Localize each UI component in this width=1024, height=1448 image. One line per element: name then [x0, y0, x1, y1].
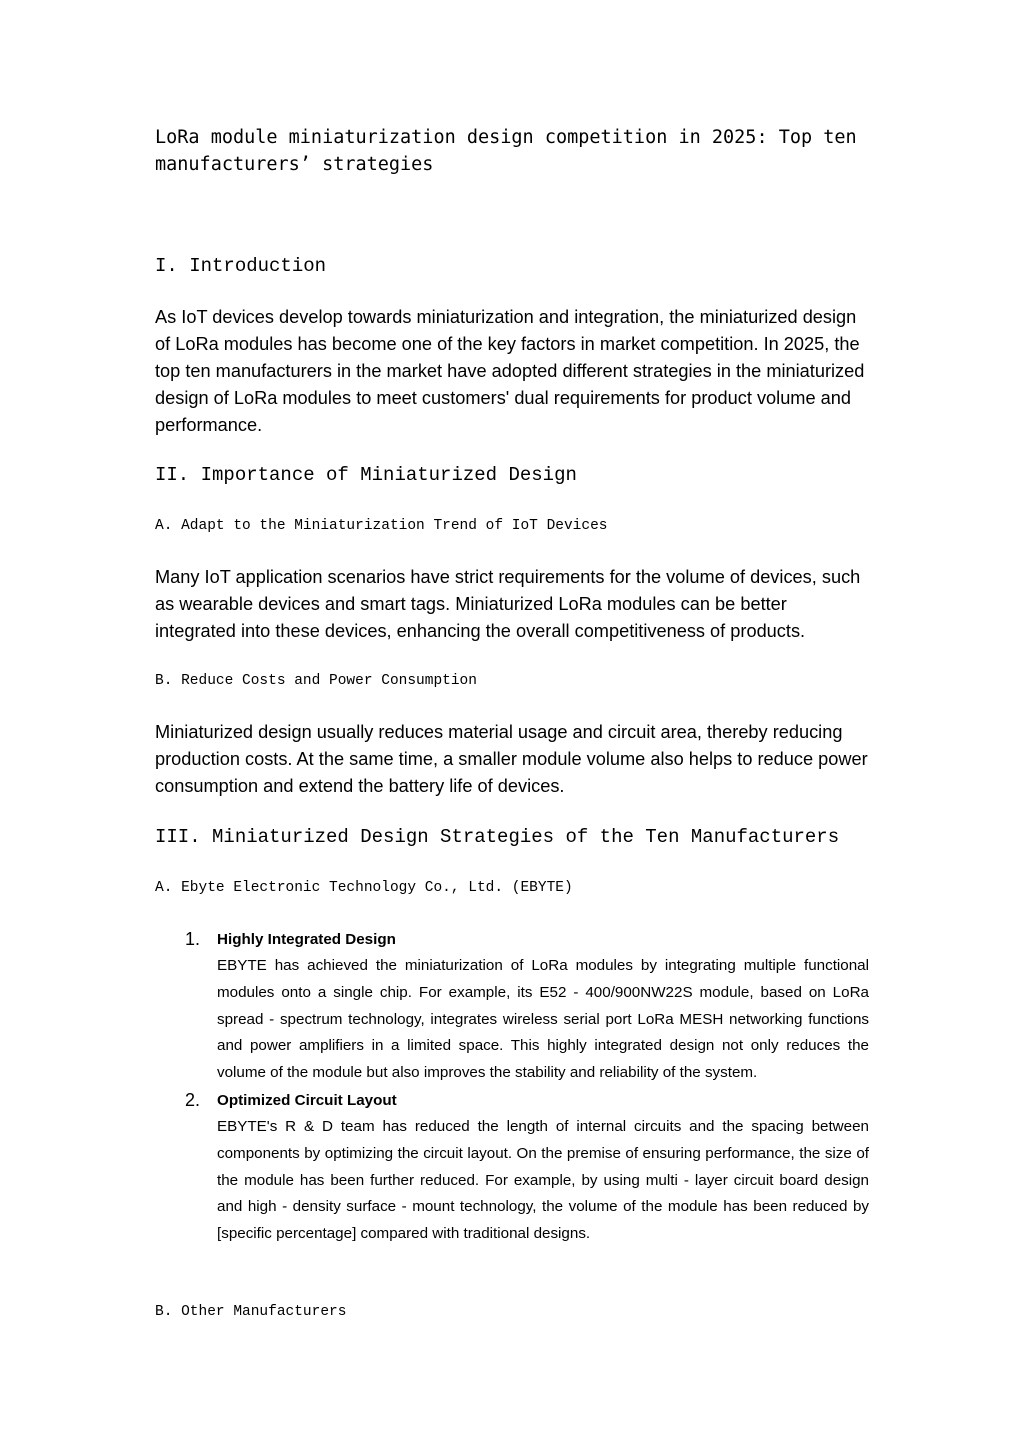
- list-item-title: Highly Integrated Design: [217, 931, 396, 948]
- list-item: [155, 926, 869, 1087]
- list-item: [155, 1087, 869, 1248]
- subsection-heading-adapt-trend: A. Adapt to the Miniaturization Trend of IoT Devices: [155, 518, 608, 534]
- list-item-number: 1.: [185, 929, 201, 949]
- list-item-body: EBYTE's R & D team has reduced the length of internal circuits and the spacing between components by optimizing the circuit layout. On the premise of ensuring performance, the size of the module has been further reduced. For example, by using multi - layer circuit board design and high - density surface - mount technology, the volume of the module has been reduced by [specific percentage] compared with traditional designs.: [217, 1117, 869, 1243]
- document-title: LoRa module miniaturization design competition in 2025: Top ten manufacturers’ strategies: [155, 127, 857, 175]
- section-heading-importance: II. Importance of Miniaturized Design: [155, 464, 577, 486]
- adapt-trend-paragraph: Many IoT application scenarios have strict requirements for the volume of devices, such as wearable devices and smart tags. Miniaturized LoRa modules can be better integrated into these devices, enhancing the overall competitiveness of products.: [155, 567, 861, 641]
- list-item-body: EBYTE has achieved the miniaturization of LoRa modules by integrating multiple functional modules onto a single chip. For example, its E52 - 400/900NW22S module, based on LoRa spread - spectrum technology, integrates wireless serial port LoRa MESH networking functions and power amplifiers in a limited space. This highly integrated design not only reduces the volume of the module but also improves the stability and reliability of the system.: [217, 957, 869, 1082]
- section-heading-strategies: III. Miniaturized Design Strategies of the Ten Manufacturers: [155, 826, 840, 848]
- introduction-paragraph: As IoT devices develop towards miniaturization and integration, the miniaturized design of LoRa modules has become one of the key factors in market competition. In 2025, the top ten manufacturers in the market have adopted different strategies in the miniaturized design of LoRa modules to meet customers' dual requirements for product volume and performance.: [155, 307, 865, 435]
- list-item-number: 2.: [185, 1089, 201, 1110]
- reduce-costs-paragraph: Miniaturized design usually reduces material usage and circuit area, thereby reducing production costs. At the same time, a smaller module volume also helps to reduce power consumption and extend the battery life of devices.: [155, 722, 868, 796]
- subsection-heading-reduce-costs: B. Reduce Costs and Power Consumption: [155, 673, 477, 689]
- list-item-title: Optimized Circuit Layout: [217, 1091, 397, 1109]
- subsection-heading-ebyte: A. Ebyte Electronic Technology Co., Ltd. (EBYTE): [155, 880, 573, 896]
- subsection-heading-other-manufacturers: B. Other Manufacturers: [155, 1304, 347, 1320]
- ebyte-strategy-list: [155, 926, 869, 1248]
- section-heading-introduction: I. Introduction: [155, 255, 327, 277]
